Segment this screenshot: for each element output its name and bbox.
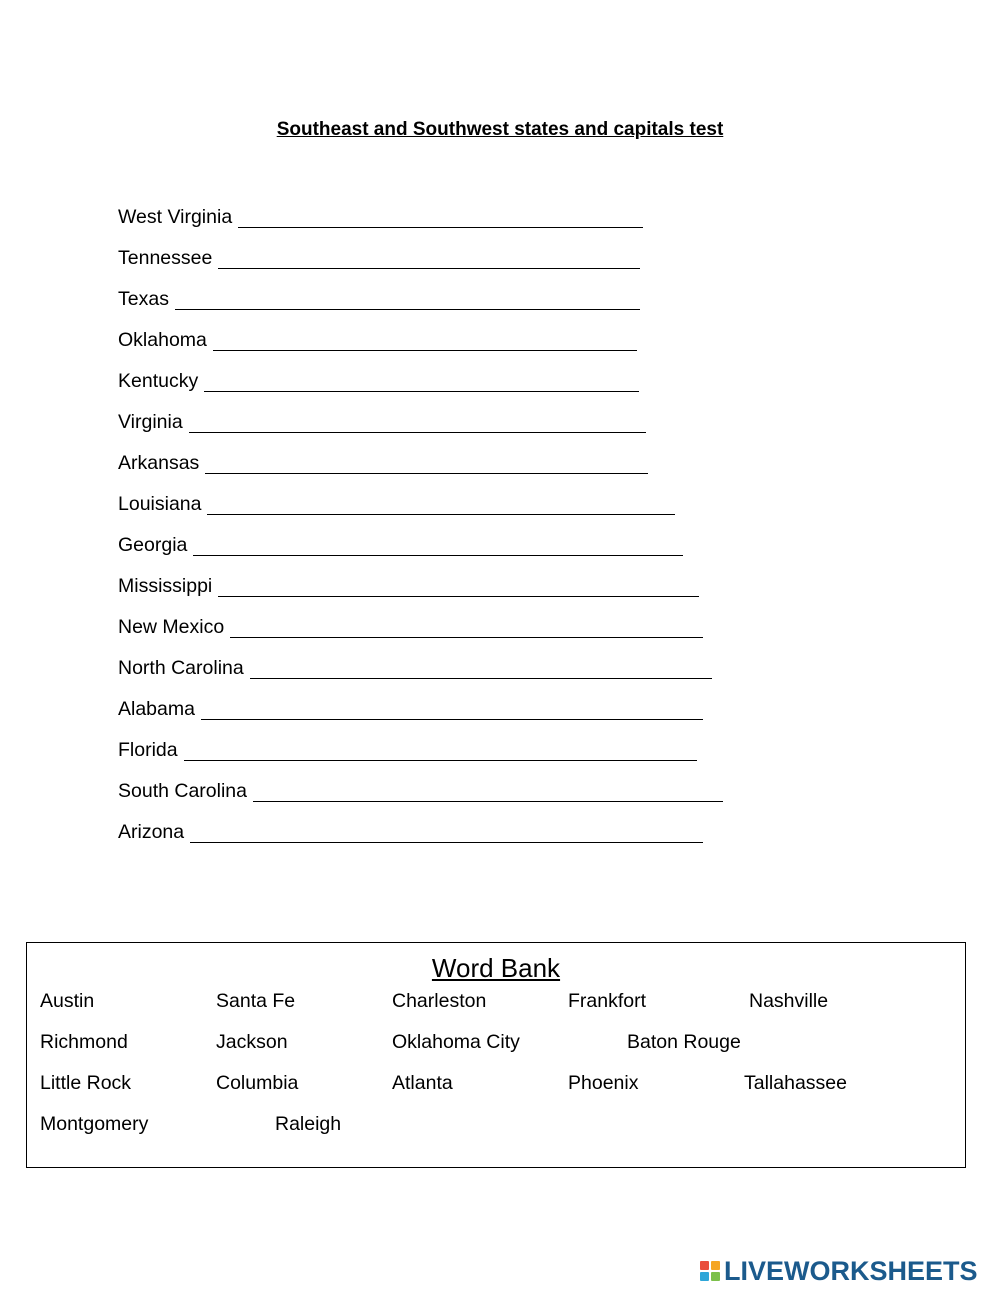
answer-line[interactable] (205, 451, 648, 474)
state-row (118, 526, 683, 556)
state-label: Arkansas (118, 452, 200, 474)
state-label: West Virginia (118, 206, 233, 228)
state-row (118, 690, 703, 720)
word-bank-title: Word Bank (431, 953, 561, 983)
word-bank-item: Raleigh (275, 1113, 342, 1135)
state-row (118, 403, 646, 433)
page-title: Southeast and Southwest states and capitals test (276, 119, 724, 140)
answer-line[interactable] (190, 820, 703, 843)
state-label: Kentucky (118, 370, 199, 392)
word-bank-item: Frankfort (568, 990, 647, 1012)
state-row (118, 321, 637, 351)
state-row (118, 444, 648, 474)
state-label: Texas (118, 288, 169, 310)
state-label: Alabama (118, 698, 195, 720)
logo-block (711, 1261, 720, 1270)
state-row (118, 198, 643, 228)
word-bank-item: Baton Rouge (627, 1031, 741, 1053)
state-label: Oklahoma (118, 329, 207, 351)
state-label: Florida (118, 739, 178, 761)
state-label: Louisiana (118, 493, 202, 515)
answer-line[interactable] (253, 779, 723, 802)
state-row (118, 649, 712, 679)
state-row (118, 362, 639, 392)
word-bank-item: Nashville (749, 990, 829, 1012)
word-bank-item: Little Rock (40, 1072, 132, 1094)
word-bank-item: Richmond (40, 1031, 128, 1053)
logo-blocks-icon (700, 1261, 720, 1281)
state-label: South Carolina (118, 780, 247, 802)
state-label: Mississippi (118, 575, 213, 597)
state-row (118, 608, 703, 638)
state-row (118, 485, 675, 515)
answer-line[interactable] (175, 287, 640, 310)
word-bank-item: Atlanta (392, 1072, 453, 1094)
word-bank-item: Phoenix (568, 1072, 639, 1094)
state-row (118, 567, 699, 597)
word-bank-item: Charleston (392, 990, 487, 1012)
state-label: North Carolina (118, 657, 244, 679)
answer-line[interactable] (207, 492, 675, 515)
state-label: Arizona (118, 821, 185, 843)
state-row (118, 813, 703, 843)
answer-line[interactable] (250, 656, 712, 679)
answer-line[interactable] (189, 410, 646, 433)
word-bank-item: Jackson (216, 1031, 288, 1053)
word-bank (26, 942, 966, 1168)
logo-block (711, 1272, 720, 1281)
answer-line[interactable] (184, 738, 697, 761)
word-bank-item: Columbia (216, 1072, 299, 1094)
answer-line[interactable] (213, 328, 637, 351)
state-label: Virginia (118, 411, 183, 433)
answer-line[interactable] (204, 369, 639, 392)
word-bank-item: Austin (40, 990, 95, 1012)
answer-line[interactable] (193, 533, 683, 556)
state-label: Georgia (118, 534, 188, 556)
state-row (118, 239, 640, 269)
answer-line[interactable] (218, 574, 699, 597)
state-row (118, 772, 723, 802)
state-label: New Mexico (118, 616, 225, 638)
word-bank-item: Oklahoma City (392, 1031, 520, 1053)
logo-block (700, 1272, 709, 1281)
answer-line[interactable] (201, 697, 703, 720)
answer-line[interactable] (218, 246, 640, 269)
answer-line[interactable] (238, 205, 643, 228)
word-bank-item: Tallahassee (744, 1072, 847, 1094)
logo-text: LIVEWORKSHEETS (724, 1255, 978, 1286)
liveworksheets-logo (700, 1256, 978, 1286)
state-label: Tennessee (118, 247, 213, 269)
state-row (118, 280, 640, 310)
state-row (118, 731, 697, 761)
word-bank-item: Montgomery (40, 1113, 149, 1135)
answer-line[interactable] (230, 615, 703, 638)
word-bank-item: Santa Fe (216, 990, 296, 1012)
logo-block (700, 1261, 709, 1270)
